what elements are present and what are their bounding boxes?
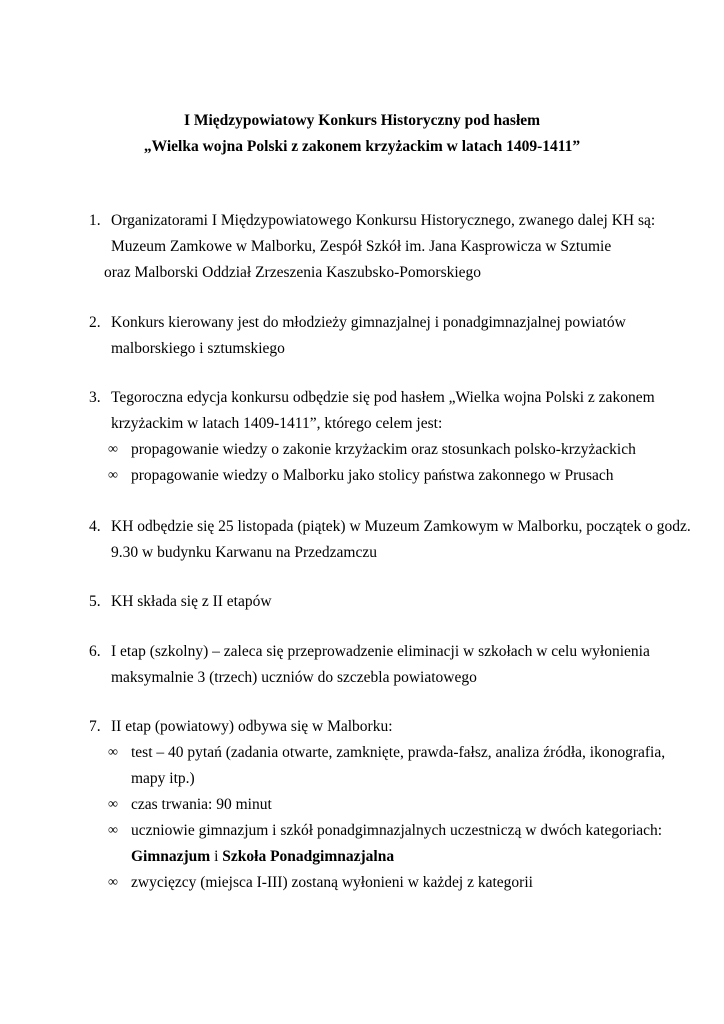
infinity-bullet-icon: ∞ [108, 745, 118, 760]
item-text-line: Konkurs kierowany jest do młodzieży gimnazjalnej i ponadgimnazjalnej powiatów [111, 314, 626, 331]
item-text-line: II etap (powiatowy) odbywa się w Malborku: [111, 718, 393, 735]
item-text-line: Muzeum Zamkowe w Malborku, Zespół Szkół im. Jana Kasprowicza w Sztumie [111, 238, 612, 255]
item-number: 1. [89, 212, 101, 229]
item-text-line: oraz Malborski Oddział Zrzeszenia Kaszubsko-Pomorskiego [104, 264, 482, 281]
category-gimnazjum: Gimnazjum [131, 848, 211, 865]
category-connector: i [210, 848, 223, 865]
item-number: 2. [89, 314, 101, 331]
item-number: 6. [89, 643, 101, 660]
item-text-line: malborskiego i sztumskiego [111, 340, 285, 357]
bullet-text: uczniowie gimnazjum i szkół ponadgimnazjalnych uczestniczą w dwóch kategoriach: [131, 822, 663, 839]
document-title-line-2: „Wielka wojna Polski z zakonem krzyżackim w latach 1409-1411” [143, 138, 581, 155]
bullet-text: propagowanie wiedzy o Malborku jako stolicy państwa zakonnego w Prusach [131, 467, 614, 484]
item-text-line: KH odbędzie się 25 listopada (piątek) w Muzeum Zamkowym w Malborku, początek o godz. [111, 518, 691, 535]
item-number: 3. [89, 389, 101, 406]
category-szkola-ponadgimnazjalna: Szkoła Ponadgimnazjalna [222, 848, 395, 865]
item-number: 7. [89, 718, 101, 735]
bullet-text: zwycięzcy (miejsca I-III) zostaną wyłonieni w każdej z kategorii [131, 874, 533, 891]
infinity-bullet-icon: ∞ [108, 468, 118, 483]
bullet-text-continuation: mapy itp.) [131, 770, 195, 787]
item-text-line: Tegoroczna edycja konkursu odbędzie się pod hasłem „Wielka wojna Polski z zakonem [111, 389, 655, 406]
infinity-bullet-icon: ∞ [108, 442, 118, 457]
item-text-line: KH składa się z II etapów [111, 593, 272, 610]
item-text-line: maksymalnie 3 (trzech) uczniów do szczebla powiatowego [111, 669, 477, 686]
infinity-bullet-icon: ∞ [108, 875, 118, 890]
bullet-text: propagowanie wiedzy o zakonie krzyżackim oraz stosunkach polsko-krzyżackich [131, 441, 636, 458]
item-text-line: I etap (szkolny) – zaleca się przeprowadzenie eliminacji w szkołach w celu wyłonienia [111, 643, 650, 660]
item-text-line: 9.30 w budynku Karwanu na Przedzamczu [111, 544, 377, 561]
item-text-line: krzyżackim w latach 1409-1411”, którego celem jest: [111, 415, 443, 432]
item-number: 4. [89, 518, 101, 535]
item-number: 5. [89, 593, 101, 610]
bullet-text: test – 40 pytań (zadania otwarte, zamknięte, prawda-fałsz, analiza źródła, ikonografia, [131, 744, 666, 761]
infinity-bullet-icon: ∞ [108, 797, 118, 812]
infinity-bullet-icon: ∞ [108, 823, 118, 838]
bullet-text: czas trwania: 90 minut [131, 796, 272, 813]
categories-line [131, 847, 394, 867]
item-text-line: Organizatorami I Międzypowiatowego Konkursu Historycznego, zwanego dalej KH są: [111, 212, 656, 229]
document-title-line-1: I Międzypowiatowy Konkurs Historyczny pod hasłem [183, 112, 541, 129]
